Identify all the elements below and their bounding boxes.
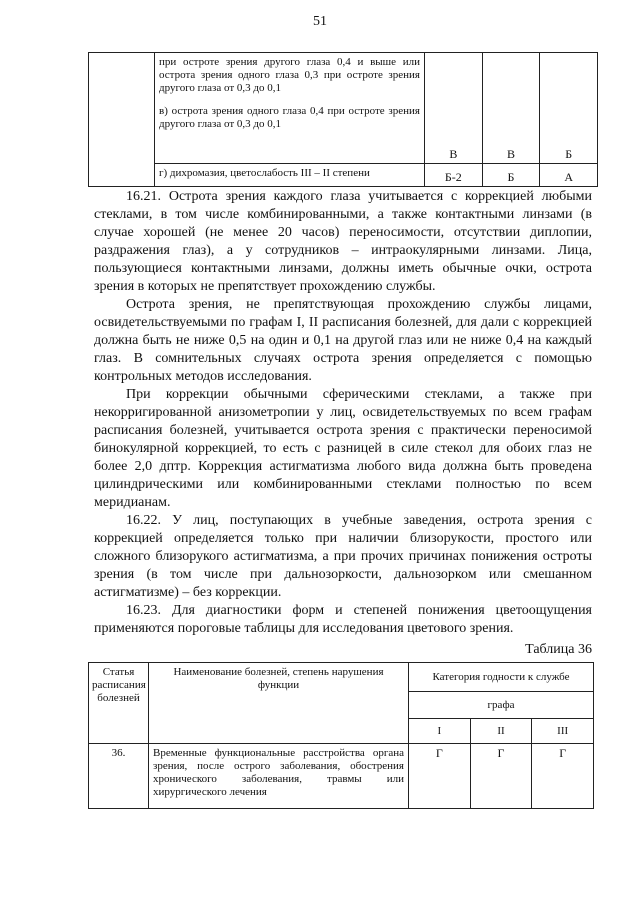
article-cell: [89, 53, 155, 164]
grade-cell: Б-2: [425, 164, 483, 187]
condition-text: при остроте зрения другого глаза 0,4 и выше или острота зрения одного глаза 0,3 при остроте зрения другого глаза от 0,3 до 0,1: [159, 56, 420, 94]
grade-cell: Б: [482, 164, 540, 187]
paragraph: 16.21. Острота зрения каждого глаза учитывается с коррекцией любыми стеклами, в том числе комбинированными, а также контактными линзами (в случае хорошей (не менее 20 часов) переносимости, отсутствии диплопии, раздражения глаз), а у сотрудников – интраокулярными линзами. Лица, пользующиеся контактными линзами, должны иметь обычные очки, острота зрения в которых не препятствует прохождению службы.: [94, 189, 592, 294]
article-cell: [89, 164, 155, 187]
grade-cell: А: [540, 164, 598, 187]
article-cell: 36.: [89, 744, 149, 809]
condition-text: г) дихромазия, цветослабость III – II степени: [155, 164, 425, 187]
table-caption: Таблица 36: [525, 642, 592, 657]
paragraph: Острота зрения, не препятствующая прохождению службы лицами, освидетельствуемыми по графам I, II расписания болезней, для дали с коррекцией должна быть не ниже 0,5 на один и 0,1 на другой глаз или не ниже 0,4 на каждый глаз. В сомнительных случаях острота зрения определяется с помощью контрольных методов исследования.: [94, 297, 592, 384]
table-row: [89, 744, 594, 809]
header-row: [89, 663, 594, 692]
grade-cell: В: [482, 53, 540, 164]
header-name: Наименование болезней, степень нарушения функции: [149, 663, 409, 744]
graph-column-header: I: [409, 719, 471, 744]
paragraph: 16.22. У лиц, поступающих в учебные заведения, острота зрения с коррекцией определяется только при наличии близорукости, простого или сложного близорукого астигматизма, а при прочих причинах понижения остроты зрения (в том числе при дальнозоркости, дальнозорком или смешанном астигматизме) – без коррекции.: [94, 513, 592, 600]
condition-cell: [155, 53, 425, 164]
header-article: Статья расписания болезней: [89, 663, 149, 744]
table-36: [88, 662, 594, 809]
grade-cell: Г: [409, 744, 471, 809]
graph-column-header: II: [470, 719, 532, 744]
header-category: Категория годности к службе: [409, 663, 594, 692]
page-number: 51: [313, 14, 327, 29]
grade-cell: Г: [532, 744, 594, 809]
table-row: [89, 164, 598, 187]
table-row: [89, 53, 598, 164]
disease-name-cell: Временные функциональные расстройства органа зрения, после острого заболевания, обострения хронического заболевания, травмы или хирургического лечения: [149, 744, 409, 809]
header-graph: графа: [409, 692, 594, 719]
body-text: [94, 188, 592, 638]
paragraph: 16.23. Для диагностики форм и степеней понижения цветоощущения применяются пороговые таблицы для исследования цветового зрения.: [94, 603, 592, 636]
top-continuation-table: [88, 52, 598, 187]
grade-cell: Г: [470, 744, 532, 809]
graph-column-header: III: [532, 719, 594, 744]
grade-cell: Б: [540, 53, 598, 164]
grade-cell: В: [425, 53, 483, 164]
condition-text: в) острота зрения одного глаза 0,4 при остроте зрения другого глаза от 0,3 до 0,1: [159, 105, 420, 130]
paragraph: При коррекции обычными сферическими стеклами, а также при некорригированной анизометропии у лиц, освидетельствуемых по всем графам расписания болезней, учитывается острота зрения с практически переносимой бинокулярной коррекцией, то есть с разницей в силе стекол для обоих глаз не более 2,0 дптр. Коррекция астигматизма любого вида должна быть проведена цилиндрическими или комбинированными стеклами полностью по всем меридианам.: [94, 387, 592, 510]
